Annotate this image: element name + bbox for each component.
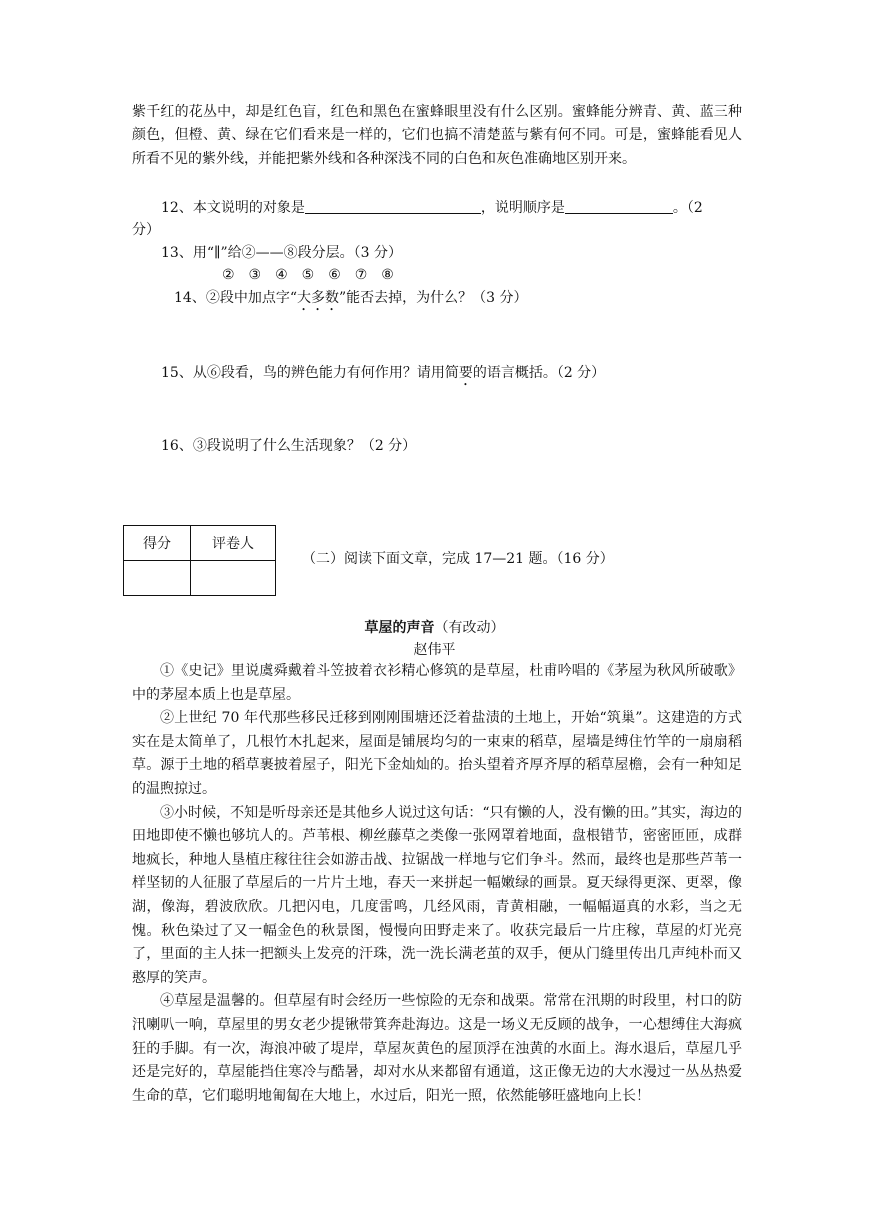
question-15 — [161, 362, 605, 389]
article-author: 赵伟平 — [413, 642, 456, 658]
article-title — [0, 617, 869, 637]
article-title-main: 草屋的声音 — [364, 620, 435, 636]
question-13-markers: ② ③ ④ ⑤ ⑥ ⑦ ⑧ — [222, 267, 394, 283]
score-header: 得分 — [124, 526, 191, 561]
section-heading: （二）阅读下面文章，完成 17—21 题。（16 分） — [302, 551, 614, 567]
question-12-suffix: 。（2 — [672, 200, 703, 216]
question-12-middle: ，说明顺序是 — [480, 200, 565, 216]
article-paragraph: ④草屋是温馨的。但草屋有时会经历一些惊险的无奈和战栗。常常在汛期的时段里，村口的防汛喇叭一响，草屋里的男女老少提锹带箕奔赴海边。这是一场义无反顾的战争，一心想缚住大海疯狂的手脚。有一次，海浪冲破了堤岸，草屋灰黄色的屋顶浮在浊黄的水面上。海水退后，草屋几乎还是完好的，草屋能挡住寒冷与酷暑，却对水从来都留有通道，这正像无边的大水漫过一丛丛热爱生命的草，它们聪明地匍匐在大地上，水过后，阳光一照，依然能够旺盛地向上长！ — [132, 993, 742, 1104]
grader-cell[interactable] — [191, 561, 276, 596]
question-14-text-after: ”能否去掉，为什么？（3 分） — [338, 290, 528, 306]
article-title-note: （有改动） — [434, 620, 505, 636]
question-13: 13、用“∥”给②——⑧段分层。（3 分） — [161, 245, 402, 261]
dotted-word: 大多数 — [296, 290, 339, 306]
intro-paragraph: 紫千红的花丛中，却是红色盲，红色和黑色在蜜蜂眼里没有什么区别。蜜蜂能分辨青、黄、蓝三种颜色，但橙、黄、绿在它们看来是一样的，它们也搞不清楚蓝与紫有何不同。可是，蜜蜂能看见人所看不见的紫外线，并能把紫外线和各种深浅不同的白色和灰色准确地区别开来。 — [132, 104, 742, 167]
article-body — [132, 660, 742, 1108]
question-16: 16、③段说明了什么生活现象？（2 分） — [161, 438, 417, 454]
article-paragraph: ①《史记》里说虞舜戴着斗笠披着衣衫精心修筑的是草屋，杜甫吟唱的《茅屋为秋风所破歌》中的茅屋本质上也是草屋。 — [132, 663, 742, 703]
answer-blank-object[interactable] — [305, 199, 481, 214]
score-cell[interactable] — [124, 561, 191, 596]
article-paragraph: ③小时候，不知是听母亲还是其他乡人说过这句话：“只有懒的人，没有懒的田。”其实，海边的田地即使不懒也够坑人的。芦苇根、柳丝藤草之类像一张网罩着地面，盘根错节，密密匝匝，成群地疯长，种地人垦植庄稼往往会如游击战、拉锯战一样地与它们争斗。然而，最终也是那些芦苇一样坚韧的人征服了草屋后的一片片土地，春天一来拼起一幅嫩绿的画景。夏天绿得更深、更翠，像湖，像海，碧波欣欣。几把闪电，几度雷鸣，几经风雨，青黄相融，一幅幅逼真的水彩，当之无愧。秋色染过了又一幅金色的秋景图，慢慢向田野走来了。收获完最后一片庄稼，草屋的灯光亮了，里面的主人抹一把额头上发亮的汗珠，洗一洗长满老茧的双手，便从门缝里传出几声纯朴而又憨厚的笑声。 — [132, 804, 742, 986]
question-12-prefix: 12、本文说明的对象是 — [161, 200, 305, 216]
question-15-text-before: 15、从⑥段看，鸟的辨色能力有何作用？请用简 — [161, 365, 459, 381]
question-15-text-after: 的语言概括。（2 分） — [472, 365, 606, 381]
question-12-continued: 分） — [132, 222, 160, 238]
article-paragraph: ②上世纪 70 年代那些移民迁移到刚刚围塘还泛着盐渍的土地上，开始“筑巢”。这建造的方式实在是太简单了，几根竹木扎起来，屋面是铺展均匀的一束束的稻草，屋墙是缚住竹竿的一扇扇稻草。源于土地的稻草裹披着屋子，阳光下金灿灿的。抬头望着齐厚齐厚的稻草屋檐，会有一种知足的温煦掠过。 — [132, 710, 742, 797]
dotted-word: 要 — [458, 365, 473, 381]
grader-header: 评卷人 — [191, 526, 276, 561]
answer-blank-order[interactable] — [565, 199, 673, 214]
question-12 — [161, 197, 703, 219]
question-14 — [174, 287, 528, 314]
question-14-text-before: 14、②段中加点字“ — [174, 290, 297, 306]
score-table — [123, 525, 276, 596]
